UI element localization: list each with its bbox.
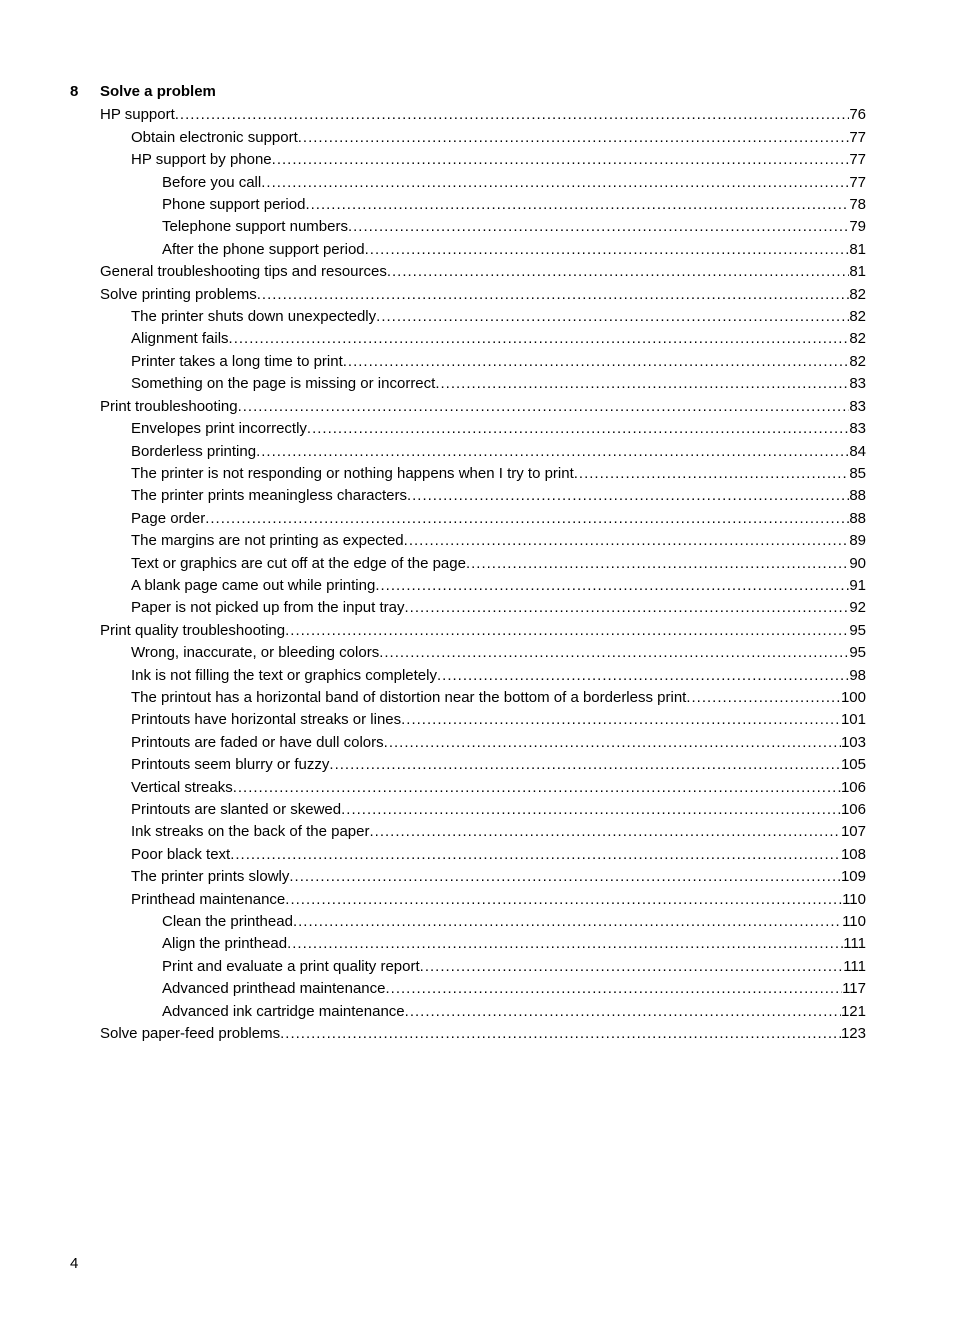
toc-page-number: 77: [849, 173, 866, 191]
toc-page-number: 82: [849, 285, 866, 303]
toc-entry: [131, 642, 866, 664]
toc-entry-title: Advanced ink cartridge maintenance: [162, 1002, 405, 1020]
chapter-number: 8: [70, 83, 79, 100]
toc-dot-leader: [280, 1023, 841, 1045]
toc-dot-leader: [229, 328, 850, 350]
toc-entry-title: The printer is not responding or nothing happens when I try to print: [131, 464, 574, 482]
toc-entry-title: Phone support period: [162, 196, 306, 214]
toc-page-number: 111: [843, 935, 866, 953]
toc-page-number: 117: [842, 980, 866, 998]
toc-entry-title: The printout has a horizontal band of distortion near the bottom of a borderless print: [131, 688, 687, 706]
toc-entry: [131, 553, 866, 575]
toc-dot-leader: [305, 194, 849, 216]
toc-page-number: 95: [849, 644, 866, 662]
toc-entry: [162, 194, 866, 216]
toc-dot-leader: [272, 149, 850, 171]
toc-entry-title: Printouts are slanted or skewed: [131, 801, 342, 818]
toc-dot-leader: [574, 463, 850, 485]
toc-entry-title: The margins are not printing as expected: [131, 532, 404, 550]
toc-entry-title: Printouts are faded or have dull colors: [131, 733, 384, 751]
toc-entry: [131, 441, 866, 463]
toc-dot-leader: [348, 216, 849, 238]
toc-entry: [100, 396, 866, 418]
toc-page-number: 111: [843, 957, 866, 975]
toc-dot-leader: [686, 687, 841, 709]
toc-entry: [162, 172, 866, 194]
toc-page-number: 121: [840, 1002, 866, 1020]
toc-dot-leader: [401, 709, 841, 731]
toc-dot-leader: [343, 351, 850, 373]
toc-entry: [162, 933, 866, 955]
toc-page-number: 106: [840, 778, 866, 796]
toc-dot-leader: [384, 732, 841, 754]
toc-page-number: 109: [840, 868, 866, 886]
toc-entry-title: The printer prints slowly: [131, 868, 290, 886]
toc-entry-title: Something on the page is missing or incorrect: [131, 375, 436, 393]
toc-dot-leader: [466, 553, 849, 575]
toc-entry-title: HP support: [100, 106, 175, 124]
toc-entry: [131, 306, 866, 328]
toc-dot-leader: [256, 441, 849, 463]
toc-entry-title: A blank page came out while printing: [131, 576, 376, 594]
toc-dot-leader: [404, 597, 849, 619]
toc-dot-leader: [407, 485, 849, 507]
toc-dot-leader: [387, 261, 849, 283]
toc-entry: [162, 911, 866, 933]
toc-page-number: 82: [849, 330, 866, 348]
toc-entry: [131, 530, 866, 552]
toc-page-number: 98: [849, 666, 866, 684]
toc-page-number: 77: [849, 128, 866, 146]
toc-entry: [131, 866, 866, 888]
toc-entry: [131, 328, 866, 350]
toc-entry: [100, 620, 866, 642]
toc-entry-title: Print troubleshooting: [100, 397, 238, 415]
toc-page-number: 103: [840, 733, 866, 751]
toc-entry-title: Align the printhead: [162, 935, 288, 953]
toc-entry-title: Print and evaluate a print quality report: [162, 957, 420, 975]
toc-entry-title: Borderless printing: [131, 442, 257, 460]
toc-dot-leader: [405, 1001, 841, 1023]
toc-page-number: 83: [849, 397, 866, 415]
toc-dot-leader: [230, 844, 841, 866]
toc-dot-leader: [341, 799, 841, 821]
toc-dot-leader: [379, 642, 849, 664]
toc-dot-leader: [175, 104, 850, 126]
toc-entry: [131, 754, 866, 776]
toc-page-number: 91: [849, 576, 866, 594]
toc-page-number: 105: [840, 756, 866, 774]
toc-page-number: 84: [849, 442, 866, 460]
toc-page-number: 90: [849, 554, 866, 572]
toc-entry-title: Telephone support numbers: [162, 218, 348, 236]
toc-page-number: 78: [849, 196, 866, 214]
toc-entry-title: After the phone support period: [162, 240, 365, 258]
toc-entry: [131, 821, 866, 843]
toc-dot-leader: [435, 373, 849, 395]
toc-entry-title: Ink streaks on the back of the paper: [131, 823, 370, 841]
toc-entry-title: Alignment fails: [131, 330, 229, 348]
toc-page-number: 82: [849, 352, 866, 370]
toc-entry-title: General troubleshooting tips and resources: [100, 263, 387, 281]
toc-entry-title: Before you call: [162, 173, 262, 191]
toc-page-number: 83: [849, 420, 866, 438]
toc-dot-leader: [261, 172, 849, 194]
toc-entry-title: Page order: [131, 509, 206, 527]
toc-entry: [100, 261, 866, 283]
toc-entry: [131, 127, 866, 149]
toc-entry: [131, 709, 866, 731]
toc-page-number: 100: [840, 688, 866, 706]
toc-dot-leader: [287, 933, 843, 955]
toc-entry-title: Vertical streaks: [131, 778, 233, 796]
toc-entry-title: Envelopes print incorrectly: [131, 420, 307, 438]
toc-entry: [131, 149, 866, 171]
toc-entry: [131, 665, 866, 687]
toc-dot-leader: [404, 530, 850, 552]
toc-entry: [131, 597, 866, 619]
toc-dot-leader: [238, 396, 850, 418]
chapter-title: Solve a problem: [100, 83, 216, 100]
toc-entry-title: Clean the printhead: [162, 913, 293, 931]
toc-dot-leader: [376, 306, 849, 328]
toc-page-number: 88: [849, 487, 866, 505]
toc-entry-title: Solve paper-feed problems: [100, 1025, 281, 1043]
toc-entry-title: The printer shuts down unexpectedly: [131, 308, 377, 326]
toc-page-number: 82: [849, 308, 866, 326]
toc-entry: [100, 104, 866, 126]
toc-entry-title: Advanced printhead maintenance: [162, 980, 386, 998]
toc-entry-title: Print quality troubleshooting: [100, 621, 286, 639]
toc-entry-title: Poor black text: [131, 845, 231, 863]
toc-entry: [162, 1001, 866, 1023]
toc-entry: [131, 463, 866, 485]
toc-page-number: 107: [840, 823, 866, 841]
toc-page-number: 81: [849, 263, 866, 281]
toc-dot-leader: [257, 284, 850, 306]
toc-entry-title: Wrong, inaccurate, or bleeding colors: [131, 644, 380, 662]
toc-entry-title: Text or graphics are cut off at the edge of the page: [131, 554, 466, 572]
toc-page-number: 79: [849, 218, 866, 236]
toc-entry: [162, 978, 866, 1000]
toc-entry: [131, 844, 866, 866]
toc-entry: [162, 956, 866, 978]
toc-entry: [131, 373, 866, 395]
toc-dot-leader: [307, 418, 849, 440]
toc-page-number: 76: [849, 106, 866, 124]
toc-page-number: 95: [849, 621, 866, 639]
toc-entry-title: Printouts seem blurry or fuzzy: [131, 756, 330, 774]
toc-entry: [131, 485, 866, 507]
toc-entry-title: Ink is not filling the text or graphics completely: [131, 666, 437, 684]
toc-page-number: 123: [840, 1025, 866, 1043]
toc-page-number: 101: [840, 711, 866, 729]
toc-dot-leader: [285, 889, 842, 911]
toc-dot-leader: [298, 127, 850, 149]
toc-entry: [131, 351, 866, 373]
toc-entry: [162, 239, 866, 261]
toc-dot-leader: [293, 911, 842, 933]
toc-entry: [131, 889, 866, 911]
toc-entry: [131, 687, 866, 709]
toc-dot-leader: [329, 754, 841, 776]
toc-entry: [131, 799, 866, 821]
toc-page-number: 85: [849, 464, 866, 482]
toc-entry-title: Obtain electronic support: [131, 128, 298, 146]
footer-page-number: 4: [70, 1255, 79, 1272]
toc-page-number: 81: [849, 240, 866, 258]
toc-dot-leader: [420, 956, 844, 978]
toc-page-number: 89: [849, 532, 866, 550]
toc-entry: [162, 216, 866, 238]
toc-entry-title: The printer prints meaningless characters: [131, 487, 407, 505]
toc-entry-title: Printhead maintenance: [131, 890, 286, 908]
toc-dot-leader: [289, 866, 841, 888]
toc-entry-title: Printer takes a long time to print: [131, 352, 343, 370]
toc-page-number: 88: [849, 509, 866, 527]
toc-entry-title: Paper is not picked up from the input tray: [131, 599, 405, 617]
toc-entry: [100, 284, 866, 306]
toc-list: [70, 104, 866, 1045]
toc-page-number: 77: [849, 151, 866, 169]
toc-dot-leader: [285, 620, 849, 642]
toc-page-number: 83: [849, 375, 866, 393]
toc-page-number: 108: [840, 845, 866, 863]
toc-entry: [131, 418, 866, 440]
toc-entry: [131, 508, 866, 530]
toc-entry-title: Solve printing problems: [100, 285, 257, 303]
chapter-heading: [70, 81, 866, 103]
toc-dot-leader: [375, 575, 849, 597]
toc-entry-title: Printouts have horizontal streaks or lines: [131, 711, 402, 729]
toc-dot-leader: [386, 978, 843, 1000]
toc-page-number: 92: [849, 599, 866, 617]
toc-entry: [131, 575, 866, 597]
toc-entry: [131, 777, 866, 799]
toc-entry: [131, 732, 866, 754]
toc-dot-leader: [205, 508, 849, 530]
toc-entry-title: HP support by phone: [131, 151, 272, 169]
toc-dot-leader: [365, 239, 850, 261]
toc-page-number: 110: [842, 890, 866, 908]
toc-page-number: 106: [840, 801, 866, 818]
toc-entry: [100, 1023, 866, 1045]
toc-dot-leader: [369, 821, 840, 843]
toc-page-number: 110: [842, 913, 866, 931]
toc-dot-leader: [437, 665, 849, 687]
toc-dot-leader: [233, 777, 841, 799]
